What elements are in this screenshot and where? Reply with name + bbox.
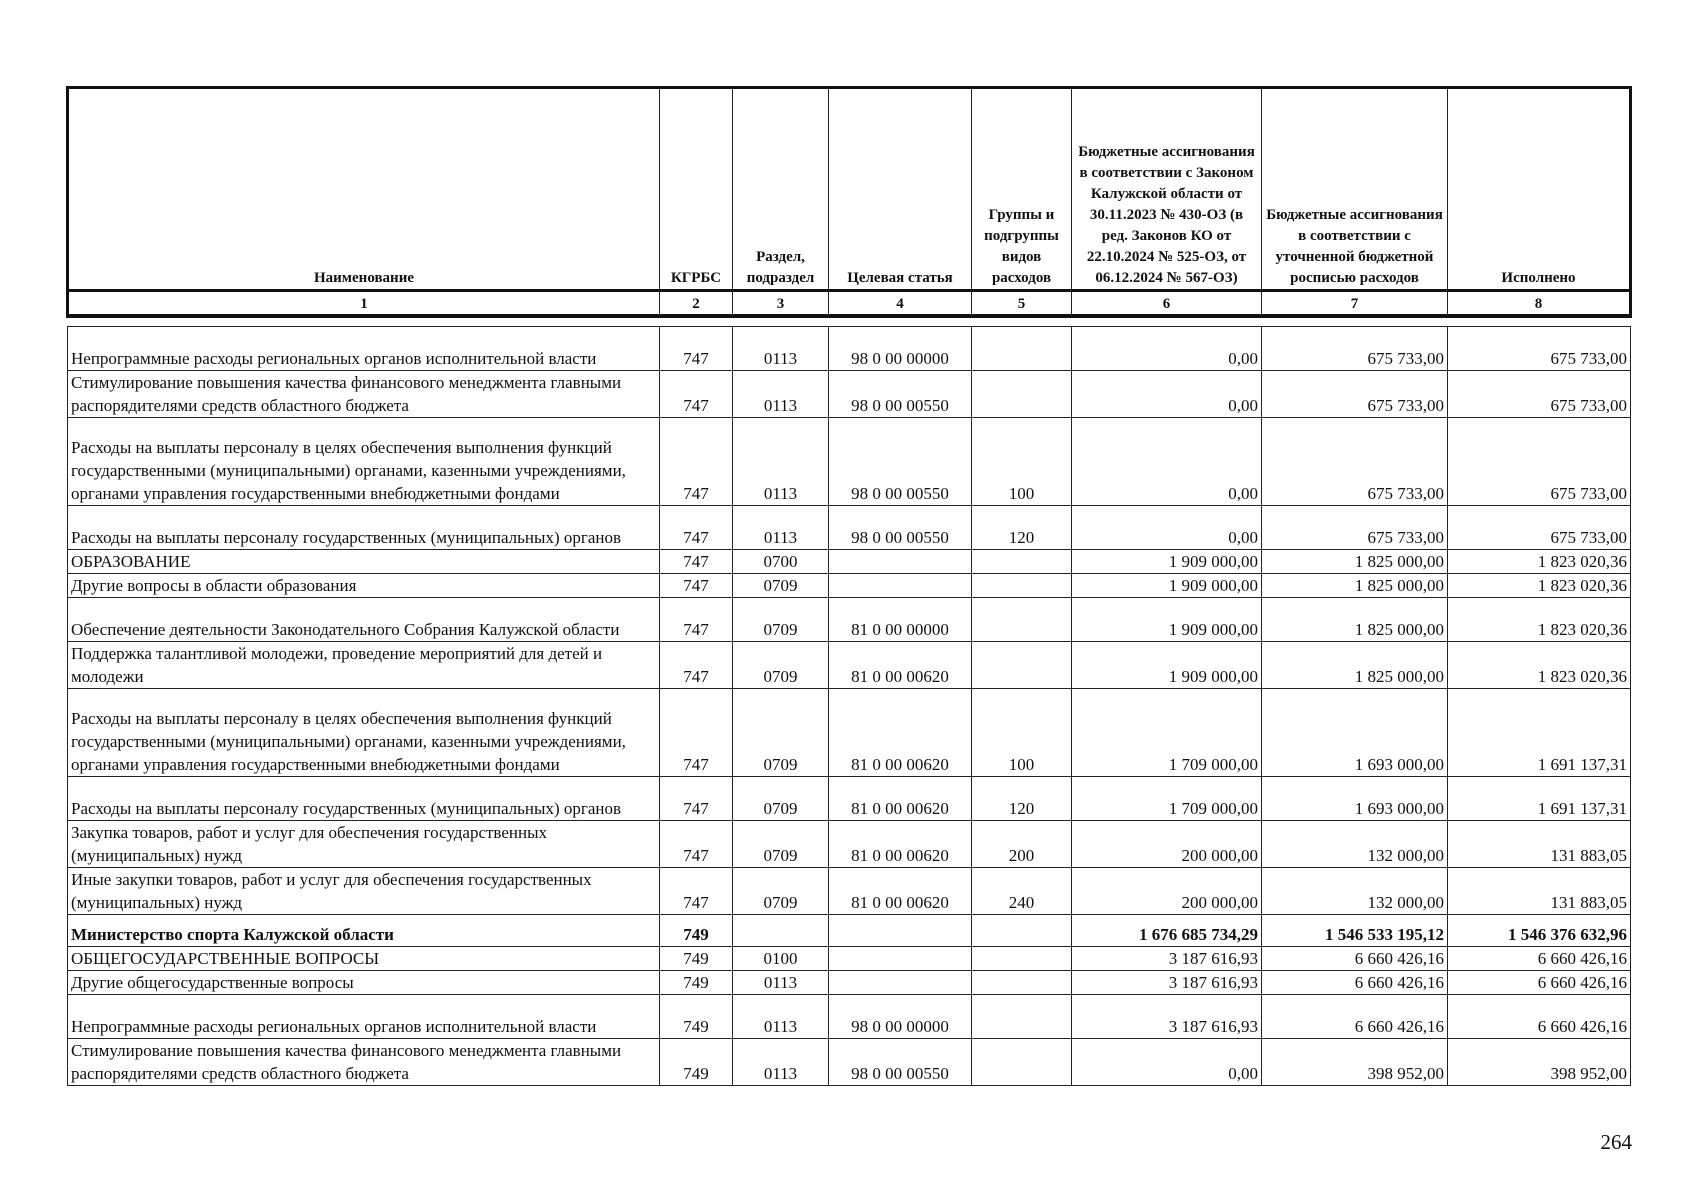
table-row (68, 371, 1631, 418)
cell-kgrbs: 747 (660, 821, 733, 868)
cell-executed-amount: 398 952,00 (1448, 1039, 1631, 1086)
cell-group (972, 598, 1072, 642)
header-target: Целевая статья (829, 88, 972, 291)
cell-kgrbs: 747 (660, 506, 733, 550)
cell-kgrbs: 747 (660, 371, 733, 418)
cell-group (972, 995, 1072, 1039)
cell-executed-amount: 1 823 020,36 (1448, 598, 1631, 642)
cell-section (733, 915, 829, 947)
cell-section: 0113 (733, 971, 829, 995)
header-groups: Группы и подгруппы видов расходов (972, 88, 1072, 291)
cell-name: Другие вопросы в области образования (68, 574, 660, 598)
cell-kgrbs: 747 (660, 777, 733, 821)
cell-target: 81 0 00 00620 (829, 821, 972, 868)
cell-refined-amount: 1 693 000,00 (1262, 777, 1448, 821)
cell-law-amount: 1 709 000,00 (1072, 777, 1262, 821)
cell-target (829, 550, 972, 574)
cell-kgrbs: 747 (660, 642, 733, 689)
column-number: 6 (1072, 291, 1262, 317)
column-number: 2 (660, 291, 733, 317)
cell-kgrbs: 747 (660, 418, 733, 506)
cell-kgrbs: 747 (660, 550, 733, 574)
cell-law-amount: 3 187 616,93 (1072, 971, 1262, 995)
table-row (68, 868, 1631, 915)
cell-group: 120 (972, 506, 1072, 550)
column-number: 3 (733, 291, 829, 317)
cell-section: 0709 (733, 821, 829, 868)
cell-law-amount: 0,00 (1072, 371, 1262, 418)
table-row (68, 947, 1631, 971)
cell-group (972, 574, 1072, 598)
column-number: 5 (972, 291, 1072, 317)
cell-name: Другие общегосударственные вопросы (68, 971, 660, 995)
table-row (68, 550, 1631, 574)
cell-target: 98 0 00 00000 (829, 327, 972, 371)
cell-executed-amount: 675 733,00 (1448, 327, 1631, 371)
cell-law-amount: 0,00 (1072, 327, 1262, 371)
cell-group (972, 1039, 1072, 1086)
cell-name: ОБЩЕГОСУДАРСТВЕННЫЕ ВОПРОСЫ (68, 947, 660, 971)
table-row (68, 598, 1631, 642)
cell-name: Закупка товаров, работ и услуг для обеспечения государственных (муниципальных) нужд (68, 821, 660, 868)
cell-executed-amount: 1 691 137,31 (1448, 777, 1631, 821)
cell-section: 0700 (733, 550, 829, 574)
cell-law-amount: 3 187 616,93 (1072, 995, 1262, 1039)
cell-name: Иные закупки товаров, работ и услуг для обеспечения государственных (муниципальных) нужд (68, 868, 660, 915)
cell-name: Непрограммные расходы региональных органов исполнительной власти (68, 995, 660, 1039)
cell-group (972, 971, 1072, 995)
cell-law-amount: 1 909 000,00 (1072, 550, 1262, 574)
cell-name: ОБРАЗОВАНИЕ (68, 550, 660, 574)
cell-refined-amount: 675 733,00 (1262, 327, 1448, 371)
cell-group: 200 (972, 821, 1072, 868)
cell-law-amount: 1 676 685 734,29 (1072, 915, 1262, 947)
column-number-row (68, 291, 1631, 317)
table-row (68, 821, 1631, 868)
cell-section: 0113 (733, 995, 829, 1039)
cell-law-amount: 1 909 000,00 (1072, 598, 1262, 642)
cell-section: 0709 (733, 777, 829, 821)
cell-group: 240 (972, 868, 1072, 915)
cell-section: 0709 (733, 868, 829, 915)
cell-executed-amount: 1 823 020,36 (1448, 550, 1631, 574)
header-kgrbs: КГРБС (660, 88, 733, 291)
header-section: Раздел, подраздел (733, 88, 829, 291)
header-refined: Бюджетные ассигнования в соответствии с уточненной бюджетной росписью расходов (1262, 88, 1448, 291)
cell-section: 0113 (733, 327, 829, 371)
cell-name: Расходы на выплаты персоналу в целях обеспечения выполнения функций государственными (муниципальными) органами, казенными учреждениями, органами управления государственными внебюджетными фондами (68, 689, 660, 777)
table-row (68, 995, 1631, 1039)
cell-target: 98 0 00 00550 (829, 418, 972, 506)
cell-kgrbs: 747 (660, 689, 733, 777)
cell-section: 0113 (733, 1039, 829, 1086)
column-number: 1 (68, 291, 660, 317)
cell-name: Расходы на выплаты персоналу в целях обеспечения выполнения функций государственными (муниципальными) органами, казенными учреждениями, органами управления государственными внебюджетными фондами (68, 418, 660, 506)
cell-group (972, 915, 1072, 947)
cell-law-amount: 1 909 000,00 (1072, 642, 1262, 689)
table-row (68, 574, 1631, 598)
cell-target: 81 0 00 00620 (829, 642, 972, 689)
cell-target (829, 574, 972, 598)
table-header (68, 88, 1631, 317)
cell-refined-amount: 1 825 000,00 (1262, 642, 1448, 689)
cell-law-amount: 200 000,00 (1072, 821, 1262, 868)
cell-target (829, 915, 972, 947)
cell-target: 98 0 00 00000 (829, 995, 972, 1039)
table-row (68, 506, 1631, 550)
cell-refined-amount: 132 000,00 (1262, 821, 1448, 868)
cell-section: 0709 (733, 574, 829, 598)
cell-group: 100 (972, 689, 1072, 777)
table-row (68, 971, 1631, 995)
cell-section: 0113 (733, 371, 829, 418)
cell-kgrbs: 749 (660, 971, 733, 995)
cell-refined-amount: 6 660 426,16 (1262, 995, 1448, 1039)
cell-kgrbs: 749 (660, 947, 733, 971)
cell-name: Министерство спорта Калужской области (68, 915, 660, 947)
page-number: 264 (1600, 1130, 1632, 1154)
table-row (68, 327, 1631, 371)
cell-kgrbs: 747 (660, 327, 733, 371)
cell-executed-amount: 131 883,05 (1448, 868, 1631, 915)
cell-name: Стимулирование повышения качества финансового менеджмента главными распорядителями средств областного бюджета (68, 371, 660, 418)
cell-refined-amount: 675 733,00 (1262, 418, 1448, 506)
cell-section: 0709 (733, 642, 829, 689)
cell-name: Стимулирование повышения качества финансового менеджмента главными распорядителями средств областного бюджета (68, 1039, 660, 1086)
cell-target: 81 0 00 00620 (829, 868, 972, 915)
cell-refined-amount: 1 825 000,00 (1262, 574, 1448, 598)
table-row (68, 689, 1631, 777)
cell-executed-amount: 675 733,00 (1448, 418, 1631, 506)
cell-executed-amount: 6 660 426,16 (1448, 995, 1631, 1039)
cell-law-amount: 0,00 (1072, 506, 1262, 550)
cell-group (972, 327, 1072, 371)
cell-law-amount: 1 909 000,00 (1072, 574, 1262, 598)
cell-refined-amount: 675 733,00 (1262, 371, 1448, 418)
cell-name: Расходы на выплаты персоналу государственных (муниципальных) органов (68, 777, 660, 821)
cell-executed-amount: 1 691 137,31 (1448, 689, 1631, 777)
cell-target: 98 0 00 00550 (829, 1039, 972, 1086)
cell-law-amount: 0,00 (1072, 1039, 1262, 1086)
cell-target (829, 971, 972, 995)
cell-group (972, 642, 1072, 689)
cell-name: Обеспечение деятельности Законодательного Собрания Калужской области (68, 598, 660, 642)
cell-refined-amount: 6 660 426,16 (1262, 947, 1448, 971)
cell-section: 0709 (733, 689, 829, 777)
table-body (68, 316, 1631, 1086)
cell-law-amount: 0,00 (1072, 418, 1262, 506)
column-number: 4 (829, 291, 972, 317)
spacer-row (68, 316, 1631, 327)
header-law: Бюджетные ассигнования в соответствии с Законом Калужской области от 30.11.2023 № 430-ОЗ (в ред. Законов КО от 22.10.2024 № 525-ОЗ, от 06.12.2024 № 567-ОЗ) (1072, 88, 1262, 291)
cell-refined-amount: 132 000,00 (1262, 868, 1448, 915)
cell-name: Расходы на выплаты персоналу государственных (муниципальных) органов (68, 506, 660, 550)
cell-executed-amount: 6 660 426,16 (1448, 947, 1631, 971)
cell-refined-amount: 6 660 426,16 (1262, 971, 1448, 995)
table-row (68, 915, 1631, 947)
cell-law-amount: 1 709 000,00 (1072, 689, 1262, 777)
cell-refined-amount: 398 952,00 (1262, 1039, 1448, 1086)
cell-section: 0113 (733, 418, 829, 506)
cell-executed-amount: 1 823 020,36 (1448, 574, 1631, 598)
cell-target: 81 0 00 00620 (829, 777, 972, 821)
cell-name: Поддержка талантливой молодежи, проведение мероприятий для детей и молодежи (68, 642, 660, 689)
cell-group: 100 (972, 418, 1072, 506)
table-row (68, 642, 1631, 689)
table-row (68, 1039, 1631, 1086)
cell-target: 98 0 00 00550 (829, 506, 972, 550)
table-row (68, 777, 1631, 821)
cell-executed-amount: 1 823 020,36 (1448, 642, 1631, 689)
budget-table (66, 86, 1632, 1086)
column-number: 8 (1448, 291, 1631, 317)
cell-refined-amount: 1 546 533 195,12 (1262, 915, 1448, 947)
cell-section: 0709 (733, 598, 829, 642)
cell-group (972, 371, 1072, 418)
cell-law-amount: 200 000,00 (1072, 868, 1262, 915)
cell-name: Непрограммные расходы региональных органов исполнительной власти (68, 327, 660, 371)
cell-target: 81 0 00 00620 (829, 689, 972, 777)
cell-executed-amount: 131 883,05 (1448, 821, 1631, 868)
cell-kgrbs: 747 (660, 598, 733, 642)
cell-kgrbs: 749 (660, 995, 733, 1039)
header-executed: Исполнено (1448, 88, 1631, 291)
cell-kgrbs: 747 (660, 574, 733, 598)
cell-law-amount: 3 187 616,93 (1072, 947, 1262, 971)
cell-refined-amount: 1 825 000,00 (1262, 598, 1448, 642)
cell-target: 81 0 00 00000 (829, 598, 972, 642)
cell-kgrbs: 747 (660, 868, 733, 915)
cell-kgrbs: 749 (660, 1039, 733, 1086)
cell-group (972, 550, 1072, 574)
cell-executed-amount: 6 660 426,16 (1448, 971, 1631, 995)
cell-refined-amount: 675 733,00 (1262, 506, 1448, 550)
cell-target: 98 0 00 00550 (829, 371, 972, 418)
column-number: 7 (1262, 291, 1448, 317)
cell-section: 0113 (733, 506, 829, 550)
cell-executed-amount: 675 733,00 (1448, 506, 1631, 550)
cell-refined-amount: 1 825 000,00 (1262, 550, 1448, 574)
header-name: Наименование (68, 88, 660, 291)
cell-group: 120 (972, 777, 1072, 821)
table-row (68, 418, 1631, 506)
cell-section: 0100 (733, 947, 829, 971)
cell-refined-amount: 1 693 000,00 (1262, 689, 1448, 777)
cell-group (972, 947, 1072, 971)
cell-kgrbs: 749 (660, 915, 733, 947)
cell-target (829, 947, 972, 971)
cell-executed-amount: 1 546 376 632,96 (1448, 915, 1631, 947)
cell-executed-amount: 675 733,00 (1448, 371, 1631, 418)
